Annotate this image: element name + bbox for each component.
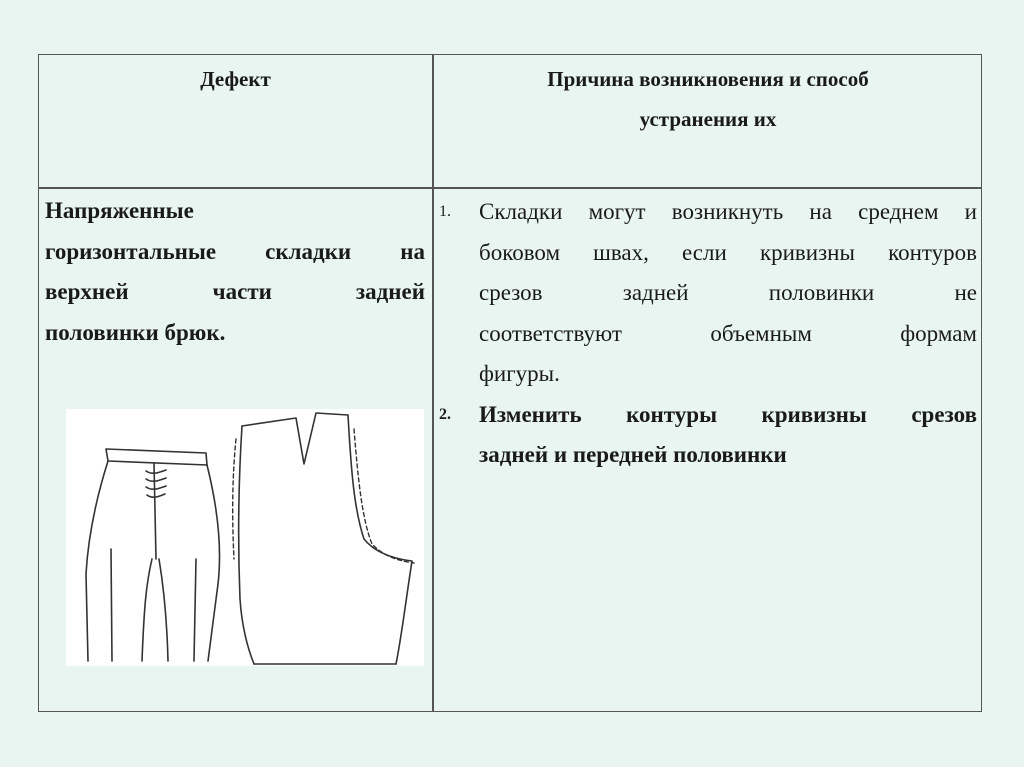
list-item-line: Складки могут возникнуть на среднем и	[479, 199, 977, 224]
list-item-number: 1.	[439, 203, 451, 220]
header-cause	[434, 59, 982, 139]
trousers-pattern-drawing-icon	[66, 409, 424, 666]
list-item-line: соответствуют объемным формам	[479, 320, 977, 346]
row-divider	[39, 187, 981, 189]
list-item-line: срезов задней половинки не	[479, 280, 977, 305]
list-item	[439, 192, 977, 395]
list-item-line: Изменить контуры кривизны срезов	[479, 401, 977, 427]
list-item-line: задней и передней половинки	[479, 442, 787, 467]
header-cause-line2: устранения их	[639, 107, 777, 131]
cause-list	[439, 192, 977, 476]
defect-table	[38, 54, 982, 712]
defect-line: верхней части задней	[45, 279, 425, 304]
header-cause-line1: Причина возникновения и способ	[547, 67, 869, 91]
list-item-line: фигуры.	[479, 361, 560, 386]
header-defect: Дефект	[200, 67, 271, 91]
list-item-line: боковом швах, если кривизны контуров	[479, 239, 977, 265]
trousers-svg	[66, 409, 424, 666]
defect-line: горизонтальные складки на	[45, 238, 425, 264]
list-item	[439, 395, 977, 476]
defect-description	[45, 191, 425, 353]
defect-line: Напряженные	[45, 198, 194, 223]
defect-line: половинки брюк.	[45, 319, 226, 345]
list-item-number: 2.	[439, 405, 451, 423]
column-divider	[432, 55, 434, 711]
